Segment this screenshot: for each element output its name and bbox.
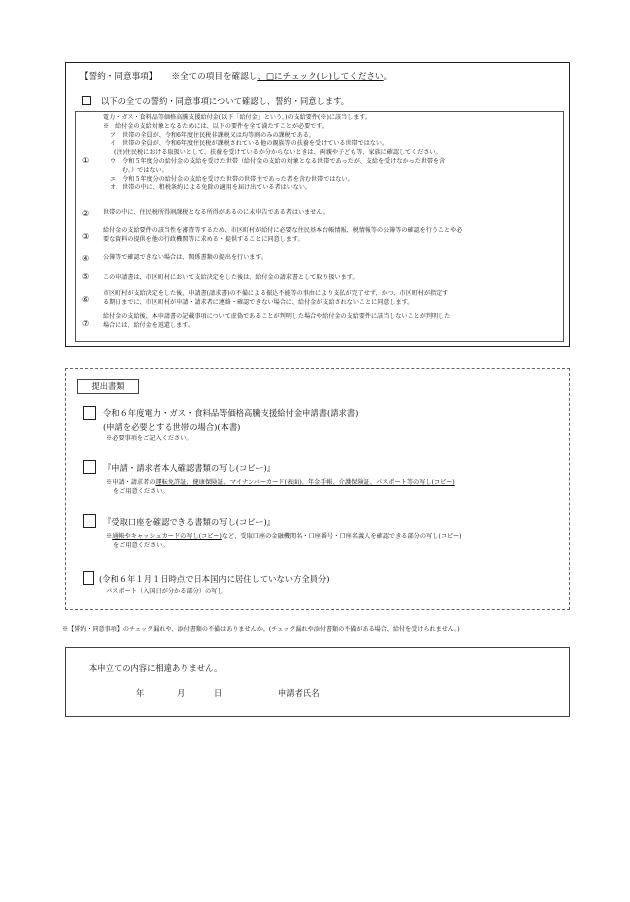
all-agree-label: 以下の全ての誓約・同意事項について確認し、誓約・同意します。 [101, 96, 350, 106]
pledge-title: 【誓約・同意事項】 [80, 72, 158, 82]
pledge-item-number: ② [82, 209, 90, 218]
document-2-checkbox[interactable] [83, 460, 96, 474]
pledge-item-number: ④ [82, 254, 90, 263]
all-agree-checkbox[interactable] [82, 96, 91, 105]
pledge-item-7: 給付金の支給後、本申請書の記載事項について虚偽であることが判明した場合や給付金の支給要件に該当しないことが判明した 場合には、給付金を返還します。 [103, 313, 451, 329]
pledge-item-2: 世帯の中に、住民税所得割課税となる所得があるのに未申告である者はいません。 [103, 209, 329, 216]
document-3-note: ※通帳やキャッシュカードの写し(コピー)など、受取口座の金融機関名・口座番号・口座名義人を確認できる部分の写し(コピー) をご用意ください。 [106, 533, 462, 549]
pledge-item-number: ③ [82, 232, 90, 241]
document-4-note: パスポート（入国日が分かる部分）の写し [106, 588, 224, 595]
pledge-instruction: ※全ての項目を確認し、□にチェック(レ)してください。 [171, 72, 393, 82]
pledge-item-number: ⑦ [82, 319, 90, 328]
date-month-label: 月 [177, 688, 186, 698]
document-1-checkbox[interactable] [83, 406, 96, 420]
documents-section [65, 368, 570, 610]
pledge-header [80, 70, 392, 82]
declaration-section [65, 647, 570, 717]
all-agree-row[interactable] [82, 95, 349, 107]
document-3-checkbox[interactable] [83, 514, 96, 528]
date-year-label: 年 [136, 688, 145, 698]
pledge-item-4: 公簿等で確認できない場合は、関係書類の提出を行います。 [103, 254, 268, 261]
pledge-item-3: 給付金の支給要件の該当性を審査等するため、市区町村が給付に必要な住民基本台帳情報、税情報等の公簿等の確認を行うことや必 要な資料の提供を他の行政機関等に求める・提供することに同意します。 [103, 227, 463, 243]
documents-label: 提出書類 [77, 379, 139, 394]
document-1-title-line2: (申請を必要とする世帯の場合)(本書) [103, 422, 241, 432]
pledge-item-number: ⑥ [82, 295, 90, 304]
footnote: ※【誓約・同意事項】のチェック漏れや、添付書類の不備はありませんか。(チェック漏れや添付書類の不備がある場合、給付を受けられません。) [62, 626, 460, 633]
pledge-item-5: この申請書は、市区町村において支給決定をした後は、給付金の請求書として取り扱います。 [103, 274, 359, 281]
document-4-checkbox[interactable] [83, 571, 94, 585]
document-1-note: ※必要事項をご記入ください。 [106, 435, 193, 442]
document-3-title: 『受取口座を確認できる書類の写し(コピー)』 [103, 517, 276, 527]
applicant-name-label: 申請者氏名 [278, 688, 320, 698]
date-day-label: 日 [214, 688, 223, 698]
document-4-title: (令和６年１月１日時点で日本国内に居住していない方全員分) [99, 574, 330, 584]
document-2-note: ※申請・請求者の運転免許証、健康保険証、マイナンバーカード(表面)、年金手帳、介護保険証、パスポート等の写し(コピー) をご用意ください。 [106, 479, 455, 495]
declaration-text: 本申立ての内容に相違ありません。 [89, 663, 223, 673]
document-1-title: 令和６年度電力・ガス・食料品等価格高騰支援給付金申請書(請求書) [103, 408, 359, 418]
document-2-title: 『申請・請求者本人確認書類の写し(コピー)』 [103, 463, 276, 473]
pledge-items-box [75, 111, 564, 342]
pledge-section [65, 62, 570, 347]
pledge-item-1: 電力・ガス・食料品等価格高騰支援給付金(以下「給付金」という。)の支給要件(※)に該当します。 ※ 給付金の支給対象となるためには、以下の要件を全て満たすことが必要です。 ア 世帯の全員が、令和6年度住民税非課税又は均等割のみの課税である。 イ 世帯の全員が、令和6年度住民税が課税されている他の親族等の扶養を受けている世帯ではない。 (注)住民税における取扱いとして、扶養を受けているか分からないときは、両親や子ども等、家族に確認してください。 ウ 令和５年度分の給付金の支給を受けた世帯（給付金の支給の対象となる世帯であったが、支給を受けなかった世帯を含 む。）ではない。 エ 令和５年度分の給付金の支給を受けた世帯の世帯主であった者を含む世帯ではない。 オ 世帯の中に、租税条約による免除の適用を届け出ている者はいない。 [103, 114, 446, 192]
pledge-item-number: ① [82, 156, 90, 165]
pledge-item-number: ⑤ [82, 272, 90, 281]
pledge-item-6: 市区町村が支給決定をした後、申請書(請求書)の不備による振込不能等の事由により支払が完了せず、かつ、市区町村が指定す る期日までに、市区町村が申請・請求者に連絡・確認できない場合に、給付金が支給されないことに同意します。 [103, 290, 449, 306]
